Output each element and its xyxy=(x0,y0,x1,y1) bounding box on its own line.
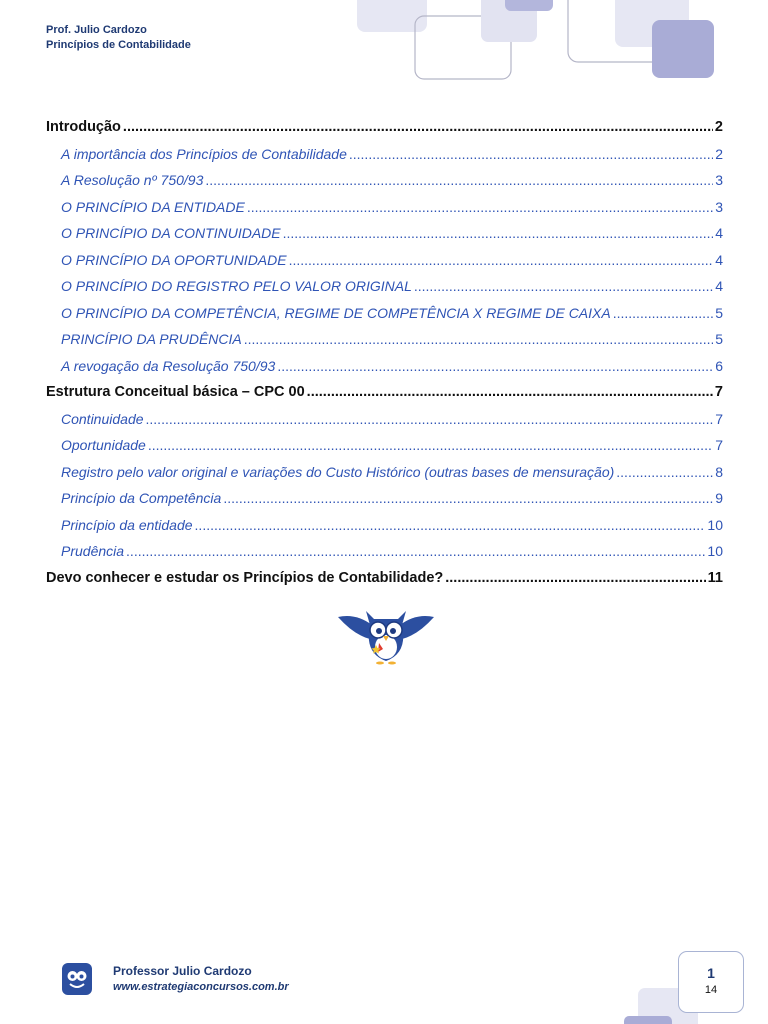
toc-entry-label: A importância dos Princípios de Contabilidade xyxy=(61,145,347,162)
toc-dot-leader xyxy=(445,565,705,592)
toc-dot-leader xyxy=(205,167,713,194)
toc-entry[interactable] xyxy=(46,512,723,539)
toc-dot-leader xyxy=(247,194,713,221)
table-of-contents xyxy=(46,114,723,591)
toc-entry[interactable] xyxy=(46,167,723,194)
toc-entry[interactable] xyxy=(46,273,723,300)
toc-entry-page: 4 xyxy=(715,225,723,241)
toc-entry-label: O PRINCÍPIO DA COMPETÊNCIA, REGIME DE COMPETÊNCIA X REGIME DE CAIXA xyxy=(61,304,611,321)
toc-dot-leader xyxy=(146,406,714,433)
toc-entry-label: Continuidade xyxy=(61,410,144,427)
toc-dot-leader xyxy=(414,273,713,300)
toc-dot-leader xyxy=(349,141,713,168)
toc-dot-leader xyxy=(307,379,713,406)
toc-entry-page: 2 xyxy=(714,119,723,135)
toc-entry[interactable] xyxy=(46,406,723,433)
toc-entry-page: 10 xyxy=(707,543,723,559)
toc-dot-leader xyxy=(283,220,714,247)
toc-dot-leader xyxy=(244,326,713,353)
toc-entry-label: A Resolução nº 750/93 xyxy=(61,172,204,188)
toc-entry[interactable] xyxy=(46,141,723,168)
toc-dot-leader xyxy=(289,247,714,274)
toc-entry[interactable] xyxy=(46,459,723,486)
owl-logo-icon xyxy=(62,963,92,995)
toc-entry[interactable] xyxy=(46,220,723,247)
toc-entry-label: A revogação da Resolução 750/93 xyxy=(61,357,276,374)
toc-entry-label: Registro pelo valor original e variações do Custo Histórico (outras bases de mensuração) xyxy=(61,463,615,480)
toc-entry[interactable] xyxy=(46,379,723,406)
toc-entry-label: Estrutura Conceitual básica – CPC 00 xyxy=(46,384,305,400)
page-header xyxy=(46,23,191,53)
toc-entry-label: O PRINCÍPIO DA CONTINUIDADE xyxy=(61,225,281,241)
current-page-number: 1 xyxy=(707,965,715,981)
toc-dot-leader xyxy=(195,512,706,539)
toc-entry-label: PRINCÍPIO DA PRUDÊNCIA xyxy=(61,331,242,347)
toc-entry-label: Princípio da entidade xyxy=(61,516,193,533)
toc-entry[interactable] xyxy=(46,194,723,221)
toc-dot-leader xyxy=(613,300,713,327)
toc-entry-page: 10 xyxy=(707,516,723,533)
toc-entry-page: 3 xyxy=(715,198,723,215)
header-author: Prof. Julio Cardozo xyxy=(46,24,147,36)
toc-dot-leader xyxy=(277,353,713,380)
owl-mascot-icon xyxy=(336,603,436,665)
toc-entry[interactable] xyxy=(46,432,723,459)
toc-entry-page: 3 xyxy=(715,172,723,188)
toc-dot-leader xyxy=(223,485,713,512)
toc-entry-page: 7 xyxy=(715,410,723,427)
toc-dot-leader xyxy=(126,538,705,565)
toc-entry-label: O PRINCÍPIO DA ENTIDADE xyxy=(61,198,245,215)
toc-entry-page: 7 xyxy=(715,437,723,453)
toc-entry[interactable] xyxy=(46,326,723,353)
toc-entry-label: Devo conhecer e estudar os Princípios de Contabilidade? xyxy=(46,569,444,586)
toc-entry-label: Prudência xyxy=(61,543,125,559)
total-pages: 14 xyxy=(704,984,718,996)
toc-entry-label: Oportunidade xyxy=(61,437,146,453)
toc-entry-page: 8 xyxy=(715,463,723,480)
toc-dot-leader xyxy=(123,114,713,141)
toc-dot-leader xyxy=(148,432,713,459)
toc-entry[interactable] xyxy=(46,485,723,512)
toc-entry-page: 6 xyxy=(715,357,723,374)
toc-entry[interactable] xyxy=(46,300,723,327)
toc-entry[interactable] xyxy=(46,114,723,141)
toc-entry-page: 9 xyxy=(715,490,723,506)
footer-website-link[interactable]: www.estrategiaconcursos.com.br xyxy=(113,981,289,993)
toc-entry-page: 5 xyxy=(715,304,723,321)
toc-entry[interactable] xyxy=(46,538,723,565)
toc-entry-page: 11 xyxy=(707,569,723,586)
toc-entry-page: 4 xyxy=(715,278,723,294)
toc-entry[interactable] xyxy=(46,565,723,592)
footer-author: Professor Julio Cardozo xyxy=(113,964,252,978)
toc-entry-label: Princípio da Competência xyxy=(61,490,222,506)
toc-entry-label: O PRINCÍPIO DA OPORTUNIDADE xyxy=(61,251,287,268)
toc-entry-page: 4 xyxy=(715,251,723,268)
toc-entry-page: 5 xyxy=(715,331,723,347)
toc-entry-page: 2 xyxy=(715,145,723,162)
toc-entry-label: O PRINCÍPIO DO REGISTRO PELO VALOR ORIGINAL xyxy=(61,278,412,294)
page-number-box xyxy=(678,951,744,1013)
toc-entry[interactable] xyxy=(46,353,723,380)
toc-dot-leader xyxy=(616,459,713,486)
toc-entry[interactable] xyxy=(46,247,723,274)
toc-entry-page: 7 xyxy=(714,384,723,400)
toc-entry-label: Introdução xyxy=(46,119,121,135)
header-subject: Princípios de Contabilidade xyxy=(46,39,191,51)
